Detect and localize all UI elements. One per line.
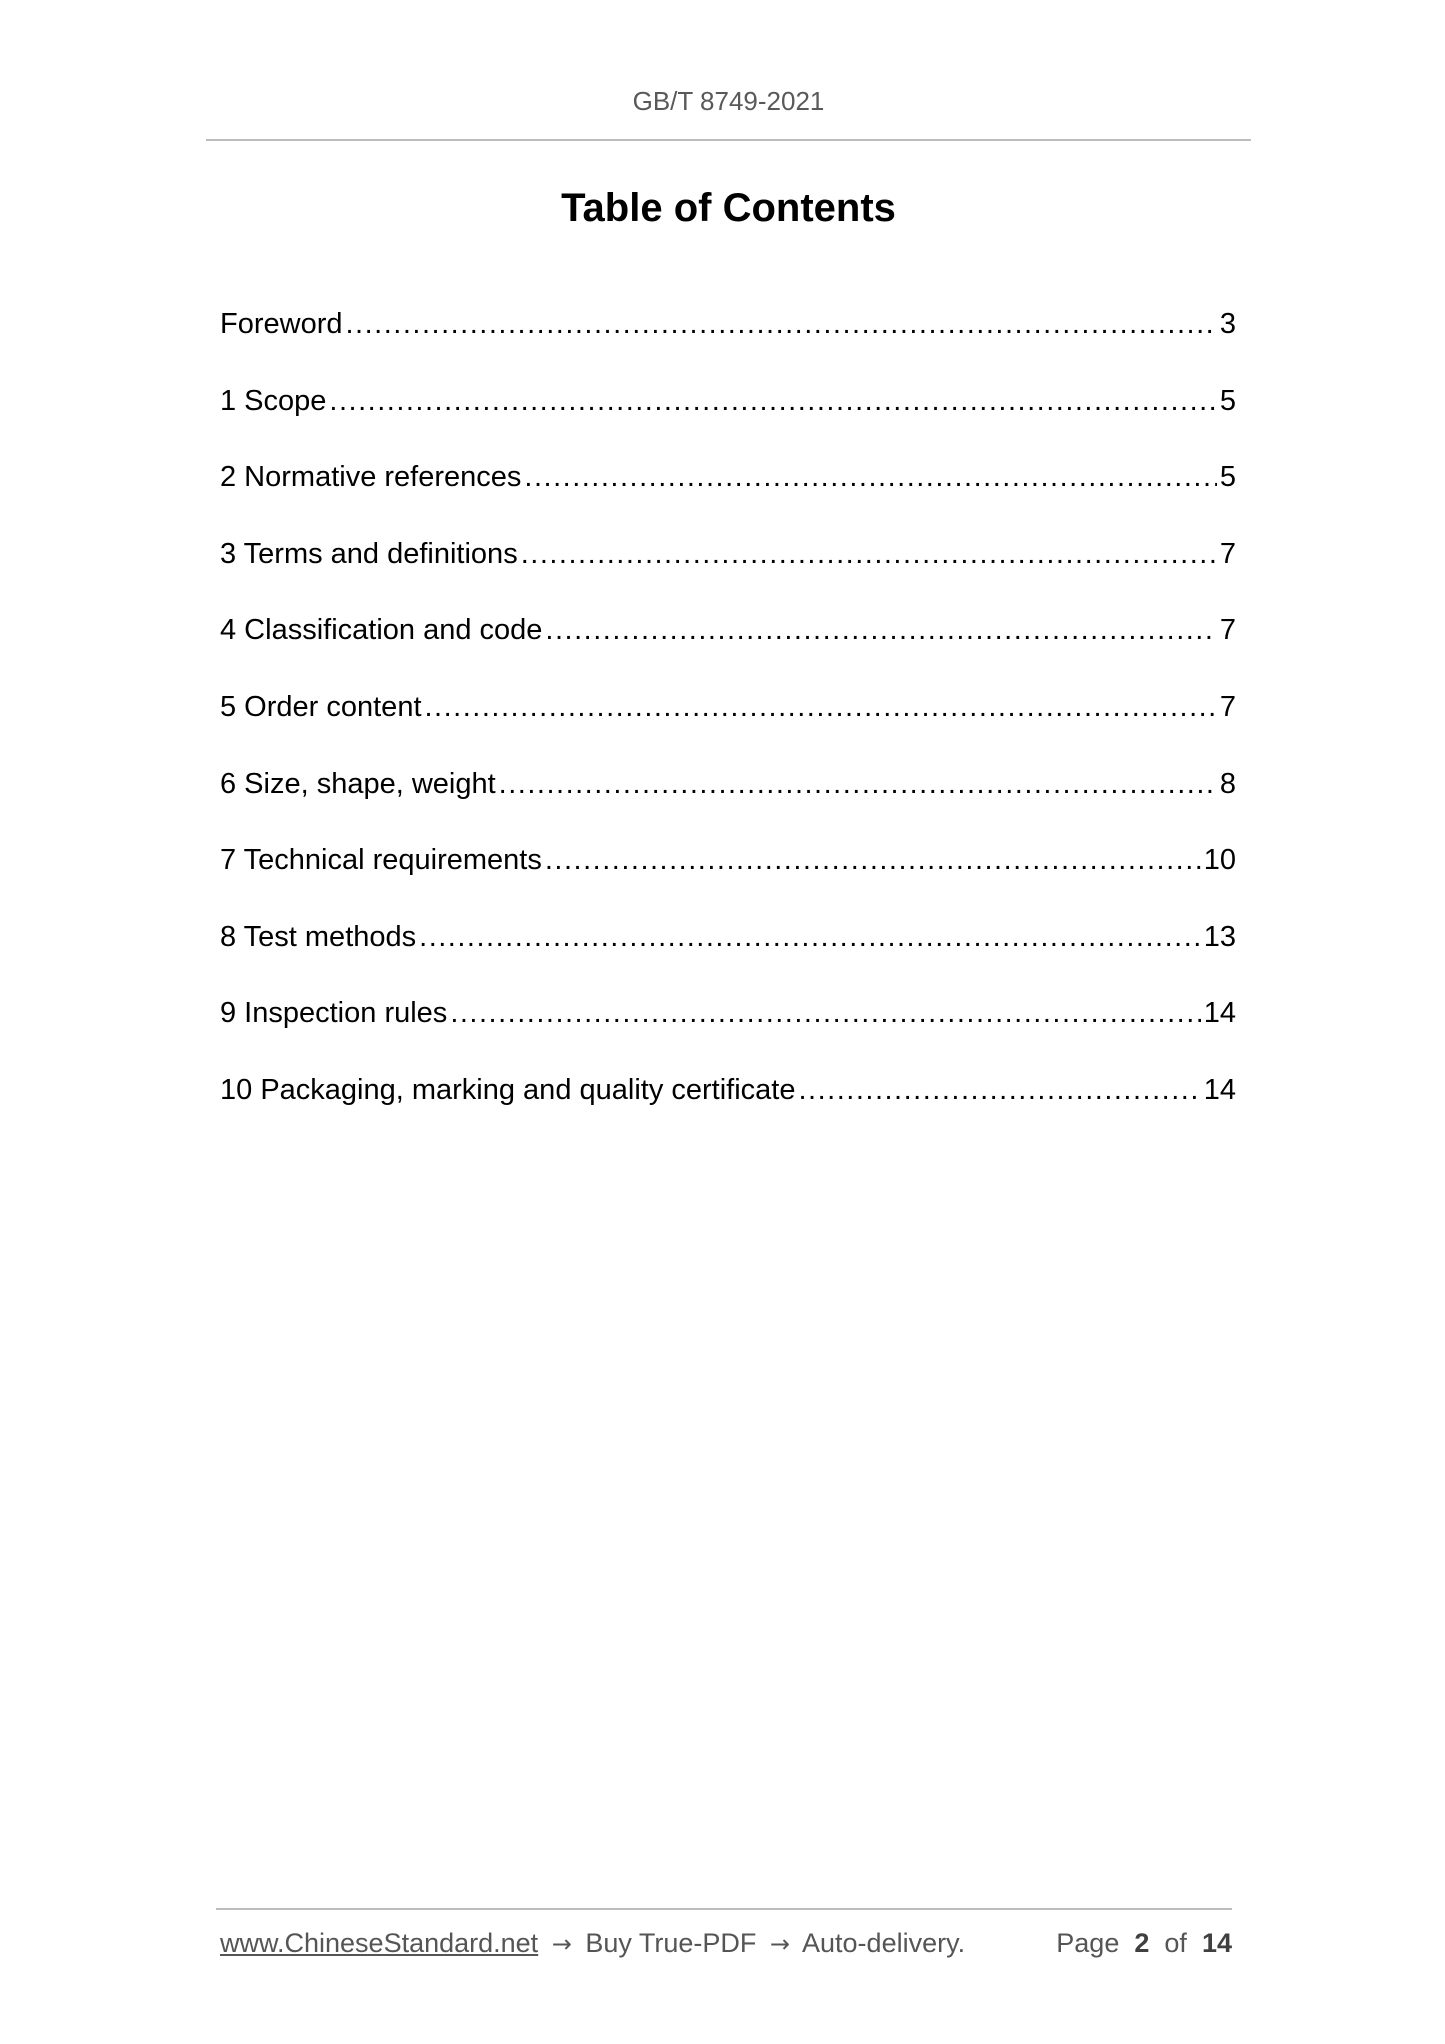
toc-entry-page: 7 [1219,614,1236,647]
toc-dot-leader [524,459,1216,495]
toc-dot-leader [329,383,1216,419]
toc-dot-leader [450,995,1200,1031]
toc-entry-page: 5 [1219,384,1236,417]
toc-entry-packaging-marking[interactable] [220,1072,1236,1149]
page-counter [1056,1928,1232,1959]
page-total: 14 [1201,1928,1232,1958]
toc-entry-scope[interactable] [220,383,1236,460]
toc-entry-label: 2 Normative references [220,461,522,494]
toc-entry-label: 10 Packaging, marking and quality certificate [220,1073,796,1106]
toc-entry-label: 7 Technical requirements [220,844,542,877]
toc-entry-foreword[interactable] [220,306,1236,383]
page-current: 2 [1134,1928,1150,1958]
of-label: of [1164,1928,1187,1958]
toc-entry-label: 1 Scope [220,384,327,417]
toc-dot-leader [419,919,1201,955]
toc-dot-leader [545,842,1201,878]
toc-dot-leader [346,306,1217,342]
toc-entry-label: 6 Size, shape, weight [220,767,496,800]
toc-dot-leader [499,766,1217,802]
toc-dot-leader [425,689,1217,725]
toc-entry-order-content[interactable] [220,689,1236,766]
toc-entry-label: 5 Order content [220,690,422,723]
toc-entry-normative-references[interactable] [220,459,1236,536]
toc-entry-classification-code[interactable] [220,612,1236,689]
toc-dot-leader [798,1072,1200,1108]
toc-entry-page: 5 [1219,461,1236,494]
toc-dot-leader [545,612,1216,648]
auto-delivery-text: Auto-delivery. [802,1928,966,1958]
toc-entry-technical-requirements[interactable] [220,842,1236,919]
right-arrow-icon: → [769,1930,790,1958]
toc-entry-page: 14 [1203,997,1236,1030]
toc-entry-inspection-rules[interactable] [220,995,1236,1072]
toc-entry-label: 3 Terms and definitions [220,537,518,570]
toc-entry-size-shape-weight[interactable] [220,766,1236,843]
toc-entry-page: 10 [1203,844,1236,877]
toc-entry-label: 9 Inspection rules [220,997,448,1030]
toc-title: Table of Contents [561,186,896,230]
running-header: GB/T 8749-2021 [632,86,825,116]
toc-entry-page: 3 [1219,308,1236,340]
header-divider [206,139,1251,141]
toc-entry-page: 8 [1219,767,1236,800]
toc-entry-page: 7 [1219,690,1236,723]
toc-entry-test-methods[interactable] [220,919,1236,996]
toc-list [220,306,1236,1149]
footer-promo [220,1928,965,1959]
toc-entry-label: Foreword [220,308,343,340]
toc-entry-page: 7 [1219,537,1236,570]
toc-entry-label: 4 Classification and code [220,614,543,647]
toc-entry-page: 13 [1203,920,1236,953]
website-link[interactable]: www.ChineseStandard.net [220,1928,539,1958]
buy-true-pdf-text: Buy True-PDF [585,1928,757,1958]
toc-entry-terms-definitions[interactable] [220,536,1236,613]
toc-entry-page: 14 [1203,1073,1236,1106]
toc-entry-label: 8 Test methods [220,920,417,953]
page-label: Page [1056,1928,1120,1958]
toc-dot-leader [521,536,1217,572]
right-arrow-icon: → [551,1930,572,1958]
footer-divider [216,1908,1232,1910]
